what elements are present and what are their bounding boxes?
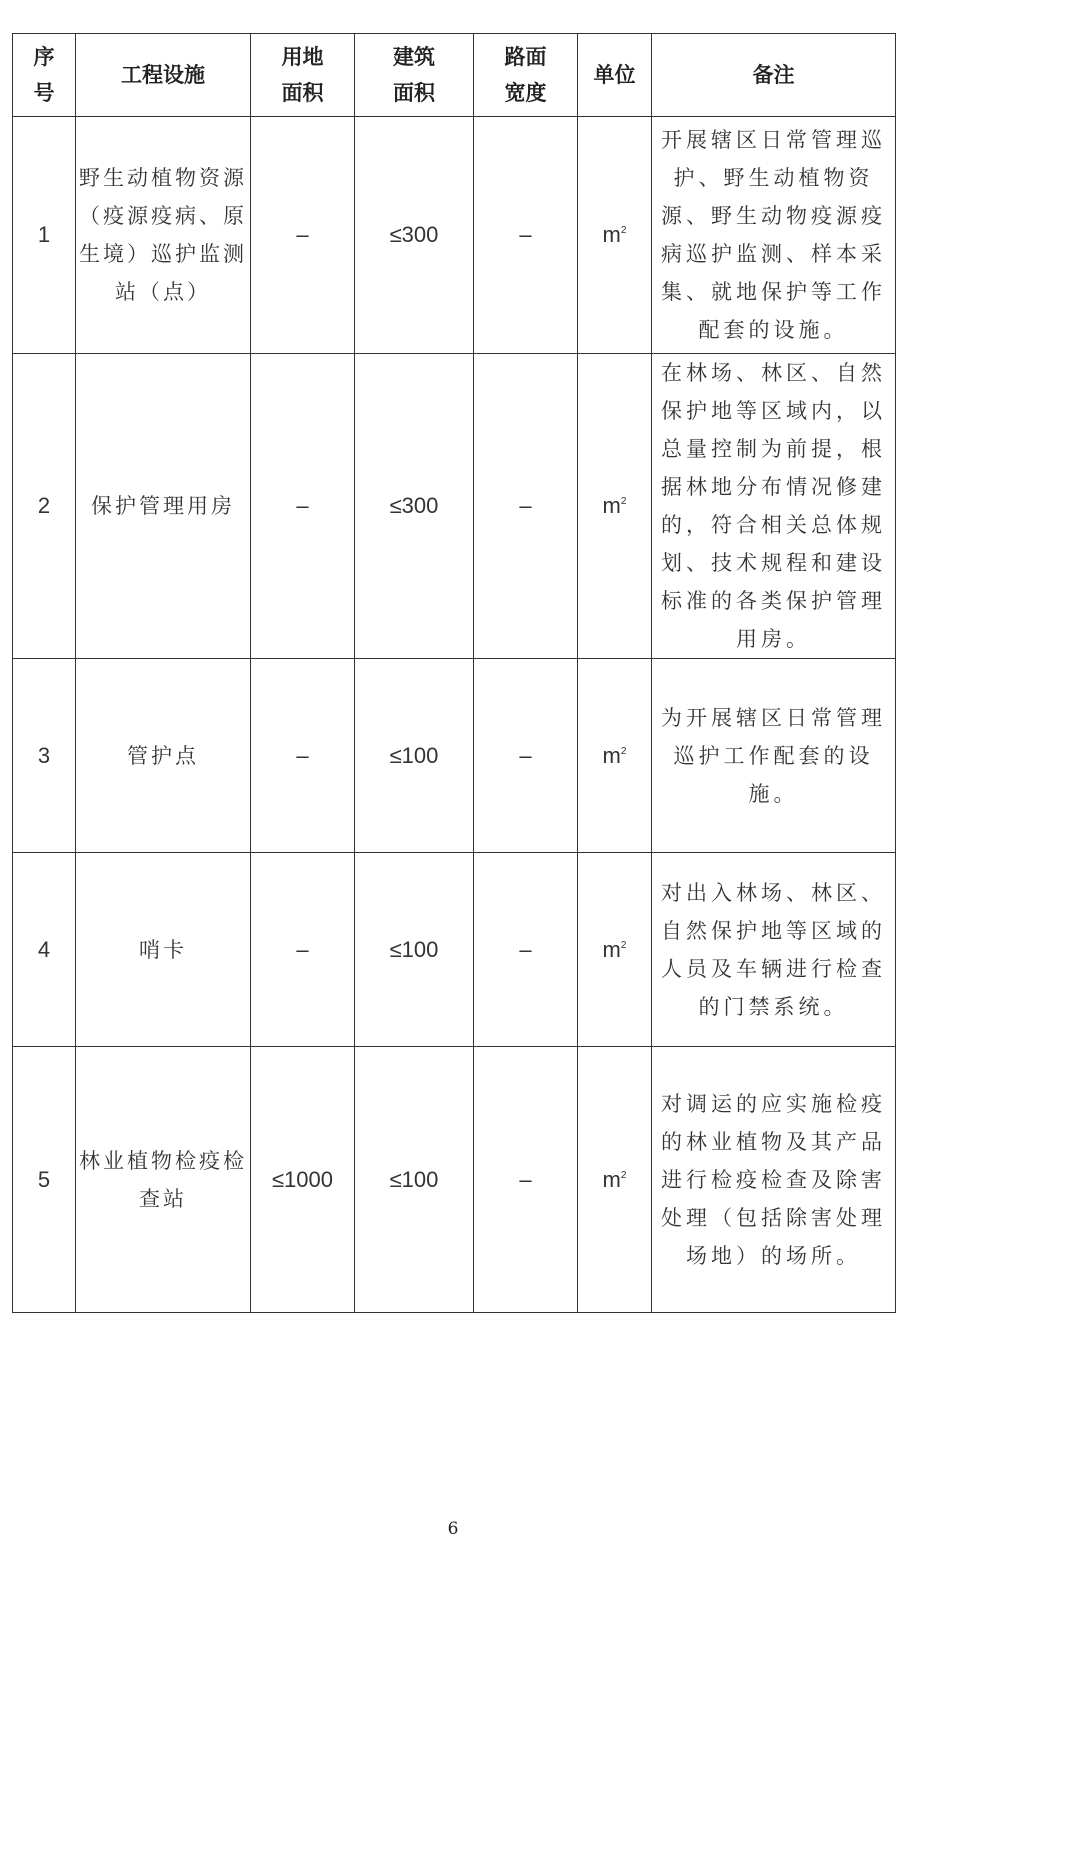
facility-name: 哨卡	[76, 853, 251, 1047]
facilities-table	[12, 33, 896, 1313]
unit-base: m	[602, 493, 621, 518]
building-area-value: ≤100	[355, 659, 474, 853]
building-area-value: ≤300	[355, 117, 474, 354]
row-number: 3	[13, 659, 76, 853]
unit-exponent: 2	[620, 745, 627, 757]
header-road-width-label: 路面 宽度	[504, 45, 547, 105]
unit-base: m	[602, 222, 621, 247]
header-facility	[76, 34, 251, 117]
unit-exponent: 2	[620, 496, 627, 507]
row-number: 5	[13, 1047, 76, 1313]
table-row	[13, 117, 896, 354]
header-no-label: 序 号	[33, 45, 55, 105]
road-width-value: –	[474, 354, 578, 659]
table-header-row	[13, 34, 896, 117]
row-number: 4	[13, 853, 76, 1047]
facility-name: 管护点	[76, 659, 251, 853]
header-facility-label: 工程设施	[121, 63, 205, 87]
road-width-value: –	[474, 659, 578, 853]
unit-base: m	[602, 936, 621, 962]
table-row	[13, 1047, 896, 1313]
header-note	[652, 34, 896, 117]
land-area-value: ≤1000	[251, 1047, 355, 1313]
land-area-value: –	[251, 354, 355, 659]
note-text: 开展辖区日常管理巡护、野生动植物资源、野生动物疫源疫病巡护监测、样本采集、就地保护等工作配套的设施。	[652, 117, 896, 354]
header-land-area	[251, 34, 355, 117]
unit-base: m	[602, 1166, 621, 1192]
row-number: 2	[13, 354, 76, 659]
header-unit-label: 单位	[593, 63, 636, 87]
header-note-label: 备注	[752, 63, 795, 87]
note-text: 对调运的应实施检疫的林业植物及其产品进行检疫检查及除害处理（包括除害处理场地）的场所。	[652, 1047, 896, 1313]
land-area-value: –	[251, 853, 355, 1047]
unit-exponent: 2	[620, 225, 627, 236]
table-row	[13, 659, 896, 853]
building-area-value: ≤300	[355, 354, 474, 659]
building-area-value: ≤100	[355, 1047, 474, 1313]
road-width-value: –	[474, 853, 578, 1047]
facility-name: 保护管理用房	[76, 354, 251, 659]
header-building-area-label: 建筑 面积	[393, 45, 435, 105]
table-row	[13, 853, 896, 1047]
unit-cell	[578, 659, 652, 853]
table-row	[13, 354, 896, 659]
row-number: 1	[13, 117, 76, 354]
unit-base: m	[602, 742, 621, 768]
unit-cell	[578, 354, 652, 659]
land-area-value: –	[251, 117, 355, 354]
building-area-value: ≤100	[355, 853, 474, 1047]
note-text: 在林场、林区、自然保护地等区域内，以总量控制为前提，根据林地分布情况修建的，符合相关总体规划、技术规程和建设标准的各类保护管理用房。	[652, 354, 896, 659]
unit-cell	[578, 117, 652, 354]
road-width-value: –	[474, 1047, 578, 1313]
note-text: 对出入林场、林区、自然保护地等区域的人员及车辆进行检查的门禁系统。	[652, 853, 896, 1047]
header-land-area-label: 用地 面积	[281, 45, 324, 105]
header-road-width	[474, 34, 578, 117]
header-no	[13, 34, 76, 117]
header-unit	[578, 34, 652, 117]
unit-cell	[578, 853, 652, 1047]
unit-exponent: 2	[620, 1169, 627, 1181]
unit-cell	[578, 1047, 652, 1313]
page-number: 6	[447, 1519, 459, 1539]
road-width-value: –	[474, 117, 578, 354]
unit-exponent: 2	[620, 939, 627, 951]
header-building-area	[355, 34, 474, 117]
note-text: 为开展辖区日常管理巡护工作配套的设施。	[652, 659, 896, 853]
land-area-value: –	[251, 659, 355, 853]
facility-name: 林业植物检疫检查站	[76, 1047, 251, 1313]
facility-name: 野生动植物资源（疫源疫病、原生境）巡护监测站（点）	[76, 117, 251, 354]
